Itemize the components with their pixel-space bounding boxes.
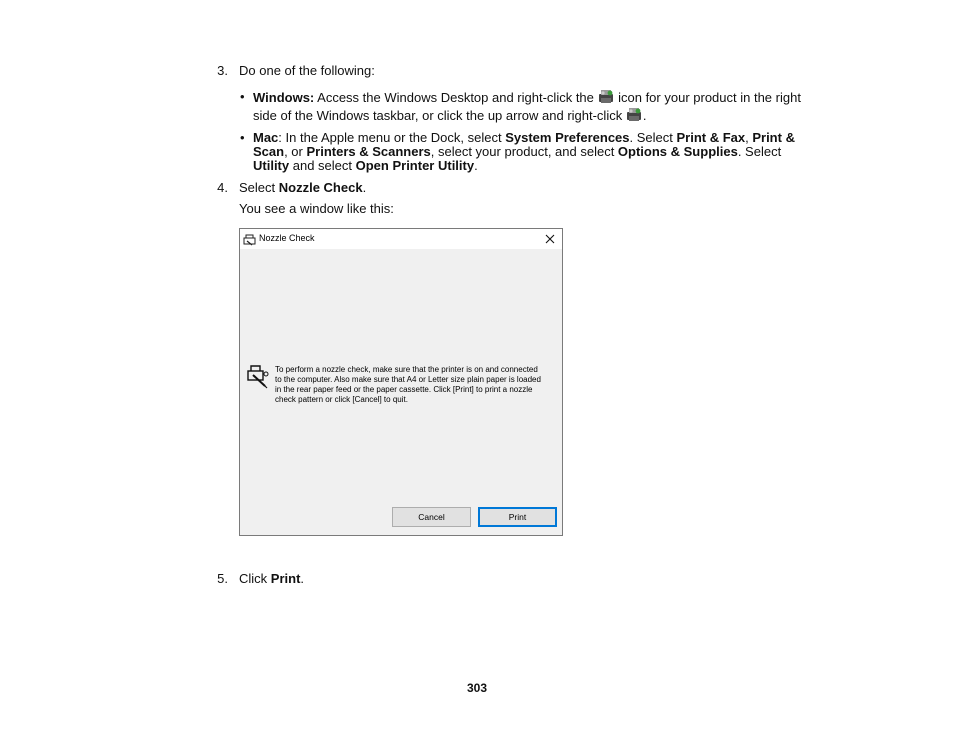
- step-5-bold: Print: [270, 571, 301, 586]
- page-number: 303: [466, 681, 488, 695]
- mac-bold: Printers & Scanners: [306, 144, 431, 159]
- windows-instruction-line2: [253, 107, 646, 123]
- close-icon: [543, 232, 557, 246]
- step-4-text-b: .: [362, 180, 367, 195]
- mac-bold: Print &: [752, 130, 795, 145]
- step-5-text-a: Click: [239, 571, 271, 586]
- cancel-button[interactable]: Cancel: [392, 507, 471, 527]
- mac-text: , or: [284, 144, 307, 159]
- step-4-text-a: Select: [239, 180, 279, 195]
- mac-instruction-line3: [253, 158, 478, 173]
- windows-text-a: Access the Windows Desktop and right-click the: [314, 90, 598, 105]
- step-5-text-b: .: [300, 571, 305, 586]
- mac-text: ,: [745, 130, 753, 145]
- step-5-number: 5.: [217, 571, 228, 586]
- dialog-message: To perform a nozzle check, make sure that the printer is on and connected to the computer. Also make sure that A4 or Letter size plain paper is loaded in the rear paper feed or the paper cassette. Click [Print] to print a nozzle check pattern or click [Cancel] to quit.: [275, 365, 541, 404]
- printer-product-icon: [598, 89, 615, 104]
- mac-bold: Scan: [253, 144, 285, 159]
- mac-text: .: [474, 158, 478, 173]
- step-3-text: Do one of the following:: [239, 63, 375, 78]
- mac-text: . Select: [629, 130, 677, 145]
- mac-bold: Options & Supplies: [617, 144, 738, 159]
- printer-utility-icon: [243, 233, 256, 245]
- mac-text: and select: [289, 158, 356, 173]
- dialog-titlebar: [240, 229, 562, 249]
- mac-text: , select your product, and select: [430, 144, 618, 159]
- windows-instruction-line1: [253, 89, 801, 105]
- windows-text-c: side of the Windows taskbar, or click the up arrow and right-click: [253, 108, 626, 123]
- close-button[interactable]: [543, 232, 557, 246]
- mac-text: : In the Apple menu or the Dock, select: [278, 130, 506, 145]
- nozzle-check-dialog: [239, 228, 563, 536]
- step-4-bold: Nozzle Check: [278, 180, 363, 195]
- step-3-number: 3.: [217, 63, 228, 78]
- printer-product-icon: [626, 107, 643, 122]
- dialog-title: Nozzle Check: [259, 233, 315, 243]
- nozzle-check-icon: [245, 363, 271, 389]
- mac-bold: Print & Fax: [676, 130, 746, 145]
- mac-bold: Utility: [253, 158, 290, 173]
- bullet: •: [240, 130, 245, 145]
- windows-label: Windows:: [253, 90, 315, 105]
- step-4-number: 4.: [217, 180, 228, 195]
- mac-instruction-line2: [253, 144, 781, 159]
- mac-instruction-line1: [253, 130, 795, 145]
- windows-text-b: icon for your product in the right: [614, 90, 801, 105]
- bullet: •: [240, 89, 245, 104]
- print-button[interactable]: Print: [478, 507, 557, 527]
- mac-bold: System Preferences: [505, 130, 630, 145]
- mac-text: . Select: [737, 144, 782, 159]
- step-4-text: [239, 180, 366, 195]
- step-4-subtext: You see a window like this:: [239, 201, 394, 216]
- mac-label: Mac: [253, 130, 279, 145]
- mac-bold: Open Printer Utility: [355, 158, 475, 173]
- windows-text-d: .: [642, 108, 647, 123]
- step-5-text: [239, 571, 304, 586]
